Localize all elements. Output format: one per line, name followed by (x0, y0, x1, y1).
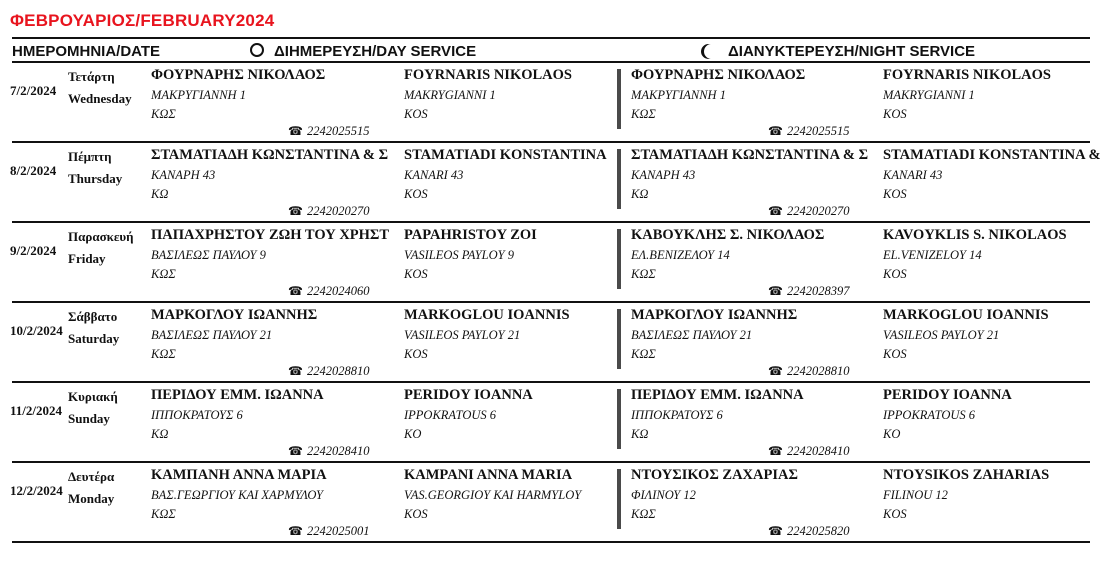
day-pharmacy-name-greek: ΠΕΡΙΔΟΥ ΕΜΜ. ΙΩΑΝΝΑ (151, 387, 324, 403)
column-divider (617, 389, 621, 449)
day-address-english: KANARI 43 (404, 168, 464, 182)
night-pharmacy-name-english: STAMATIADI KONSTANTINA & (883, 147, 1101, 163)
phone-icon: ☎ (288, 524, 303, 538)
table-row (0, 303, 1113, 383)
row-weekday-english: Sunday (68, 411, 110, 426)
crescent-moon-icon (704, 44, 719, 59)
table-row (0, 463, 1113, 543)
day-city-greek: ΚΩ (151, 427, 169, 441)
day-phone (288, 364, 369, 379)
phone-icon: ☎ (768, 124, 783, 138)
phone-icon: ☎ (768, 364, 783, 378)
night-address-english: MAKRYGIANNI 1 (883, 88, 975, 102)
night-city-english: KOS (883, 187, 907, 201)
night-address-greek: ΦΙΛΙΝΟΥ 12 (631, 488, 696, 502)
row-weekday-greek: Σάββατο (68, 309, 118, 324)
night-address-greek: ΒΑΣΙΛΕΩΣ ΠΑΥΛΟΥ 21 (631, 328, 753, 342)
day-address-greek: ΒΑΣΙΛΕΩΣ ΠΑΥΛΟΥ 9 (151, 248, 266, 262)
night-pharmacy-name-greek: ΚΑΒΟΥΚΛΗΣ Σ. ΝΙΚΟΛΑΟΣ (631, 227, 825, 243)
day-address-english: VASILEOS PAYLOY 9 (404, 248, 514, 262)
night-pharmacy-name-english: KAVOYKLIS S. NIKOLAOS (883, 227, 1067, 243)
day-address-english: VAS.GEORGIOY KAI HARMYLOY (404, 488, 582, 502)
day-address-greek: ΒΑΣ.ΓΕΩΡΓΙΟΥ ΚΑΙ ΧΑΡΜΥΛΟΥ (151, 488, 323, 502)
row-date: 12/2/2024 (10, 483, 63, 498)
day-pharmacy-name-english: KAMPANI ANNA MARIA (404, 467, 573, 483)
row-weekday-greek: Τετάρτη (68, 69, 115, 84)
day-pharmacy-name-english: PAPAHRISTOY ZOI (404, 227, 537, 243)
night-city-greek: ΚΩΣ (631, 267, 656, 281)
date-column-header: ΗΜΕΡΟΜΗΝΙΑ/DATE (12, 43, 161, 60)
column-divider (617, 309, 621, 369)
day-service-label: ΔΙΗΜΕΡΕΥΣΗ/DAY SERVICE (274, 43, 477, 60)
night-phone-number: 2242020270 (786, 204, 850, 218)
phone-icon: ☎ (768, 524, 783, 538)
row-weekday-greek: Δευτέρα (68, 469, 115, 484)
phone-icon: ☎ (288, 364, 303, 378)
day-pharmacy-name-greek: ΚΑΜΠΑΝΗ ΑΝΝΑ ΜΑΡΙΑ (151, 467, 327, 483)
row-date: 9/2/2024 (10, 243, 57, 258)
night-service-header (700, 43, 975, 60)
night-phone-number: 2242028397 (786, 284, 850, 298)
row-date: 10/2/2024 (10, 323, 63, 338)
day-address-english: IPPOKRATOUS 6 (404, 408, 497, 422)
night-phone-number: 2242025820 (786, 524, 850, 538)
day-city-english: KOS (404, 267, 428, 281)
header-top-rule (12, 37, 1090, 39)
night-city-english: KOS (883, 347, 907, 361)
day-city-greek: ΚΩΣ (151, 507, 176, 521)
phone-icon: ☎ (768, 444, 783, 458)
day-phone-number: 2242020270 (306, 204, 370, 218)
night-address-greek: ΚΑΝΑΡΗ 43 (631, 168, 696, 182)
row-weekday-english: Friday (68, 251, 106, 266)
row-weekday-greek: Παρασκευή (68, 229, 134, 244)
row-weekday-english: Saturday (68, 331, 120, 346)
day-phone (288, 524, 369, 539)
day-address-greek: ΒΑΣΙΛΕΩΣ ΠΑΥΛΟΥ 21 (151, 328, 273, 342)
night-city-english: KO (883, 427, 901, 441)
night-pharmacy-name-greek: ΦΟΥΡΝΑΡΗΣ ΝΙΚΟΛΑΟΣ (631, 67, 806, 83)
night-phone (768, 284, 849, 299)
column-divider (617, 229, 621, 289)
day-address-greek: ΜΑΚΡΥΓΙΑΝΝΗ 1 (151, 88, 246, 102)
night-address-greek: ΜΑΚΡΥΓΙΑΝΝΗ 1 (631, 88, 726, 102)
day-pharmacy-name-greek: ΣΤΑΜΑΤΙΑΔΗ ΚΩΝΣΤΑΝΤΙΝΑ & Σ (151, 147, 389, 163)
day-pharmacy-name-english: MARKOGLOU IOANNIS (404, 307, 570, 323)
day-address-english: VASILEOS PAYLOY 21 (404, 328, 521, 342)
day-phone (288, 284, 369, 299)
row-weekday-english: Monday (68, 491, 115, 506)
day-pharmacy-name-english: PERIDOY IOANNA (404, 387, 533, 403)
row-date: 8/2/2024 (10, 163, 57, 178)
night-pharmacy-name-english: PERIDOY IOANNA (883, 387, 1012, 403)
night-phone (768, 204, 849, 219)
table-row (0, 383, 1113, 463)
row-weekday-greek: Κυριακή (68, 389, 118, 404)
row-date: 7/2/2024 (10, 83, 57, 98)
row-weekday-english: Thursday (68, 171, 123, 186)
night-address-english: EL.VENIZELOY 14 (883, 248, 982, 262)
row-date: 11/2/2024 (10, 403, 63, 418)
night-pharmacy-name-greek: ΠΕΡΙΔΟΥ ΕΜΜ. ΙΩΑΝΝΑ (631, 387, 804, 403)
row-separator (12, 541, 1090, 543)
phone-icon: ☎ (768, 204, 783, 218)
night-city-greek: ΚΩΣ (631, 107, 656, 121)
night-city-english: KOS (883, 107, 907, 121)
day-city-english: KO (404, 427, 422, 441)
night-city-greek: ΚΩΣ (631, 507, 656, 521)
night-city-greek: ΚΩ (631, 187, 649, 201)
day-address-greek: ΙΠΠΟΚΡΑΤΟΥΣ 6 (151, 408, 243, 422)
day-city-greek: ΚΩΣ (151, 267, 176, 281)
night-pharmacy-name-english: FOYRNARIS NIKOLAOS (883, 67, 1051, 83)
phone-icon: ☎ (288, 444, 303, 458)
day-city-english: KOS (404, 187, 428, 201)
night-city-english: KOS (883, 507, 907, 521)
day-city-english: KOS (404, 507, 428, 521)
table-row (0, 63, 1113, 143)
day-phone-number: 2242025515 (306, 124, 370, 138)
day-phone (288, 124, 369, 139)
phone-icon: ☎ (288, 284, 303, 298)
column-divider (617, 469, 621, 529)
night-pharmacy-name-greek: ΣΤΑΜΑΤΙΑΔΗ ΚΩΝΣΤΑΝΤΙΝΑ & Σ (631, 147, 869, 163)
day-address-greek: ΚΑΝΑΡΗ 43 (151, 168, 216, 182)
night-phone-number: 2242028410 (786, 444, 850, 458)
day-pharmacy-name-greek: ΜΑΡΚΟΓΛΟΥ ΙΩΑΝΝΗΣ (151, 307, 318, 323)
table-row (0, 143, 1113, 223)
row-weekday-greek: Πέμπτη (68, 149, 112, 164)
night-city-english: KOS (883, 267, 907, 281)
night-phone-number: 2242028810 (786, 364, 850, 378)
night-city-greek: ΚΩΣ (631, 347, 656, 361)
night-phone (768, 364, 849, 379)
month-title: ΦΕΒΡΟΥΑΡΙΟΣ/FEBRUARY2024 (10, 11, 275, 30)
night-phone (768, 444, 849, 459)
night-phone (768, 524, 849, 539)
day-address-english: MAKRYGIANNI 1 (404, 88, 496, 102)
day-phone (288, 444, 369, 459)
day-city-greek: ΚΩ (151, 187, 169, 201)
phone-icon: ☎ (288, 124, 303, 138)
night-address-english: FILINOU 12 (883, 488, 948, 502)
table-row (0, 223, 1113, 303)
row-weekday-english: Wednesday (68, 91, 132, 106)
night-address-english: KANARI 43 (883, 168, 943, 182)
night-phone-number: 2242025515 (786, 124, 850, 138)
day-phone-number: 2242028410 (306, 444, 370, 458)
day-pharmacy-name-greek: ΠΑΠΑΧΡΗΣΤΟΥ ΖΩΗ ΤΟΥ ΧΡΗΣΤ (151, 227, 390, 243)
night-city-greek: ΚΩ (631, 427, 649, 441)
day-phone (288, 204, 369, 219)
phone-icon: ☎ (768, 284, 783, 298)
phone-icon: ☎ (288, 204, 303, 218)
day-city-english: KOS (404, 347, 428, 361)
day-city-english: KOS (404, 107, 428, 121)
night-pharmacy-name-greek: ΝΤΟΥΣΙΚΟΣ ΖΑΧΑΡΙΑΣ (631, 467, 798, 483)
sun-icon (250, 43, 264, 57)
day-phone-number: 2242025001 (306, 524, 370, 538)
day-service-header (250, 43, 476, 60)
night-service-label: ΔΙΑΝΥΚΤΕΡΕΥΣΗ/NIGHT SERVICE (728, 43, 976, 60)
column-divider (617, 69, 621, 129)
night-address-greek: ΕΛ.ΒΕΝΙΖΕΛΟΥ 14 (631, 248, 730, 262)
night-pharmacy-name-greek: ΜΑΡΚΟΓΛΟΥ ΙΩΑΝΝΗΣ (631, 307, 798, 323)
night-address-english: IPPOKRATOUS 6 (883, 408, 976, 422)
night-address-english: VASILEOS PAYLOY 21 (883, 328, 1000, 342)
day-city-greek: ΚΩΣ (151, 347, 176, 361)
day-phone-number: 2242024060 (306, 284, 370, 298)
night-phone (768, 124, 849, 139)
column-divider (617, 149, 621, 209)
night-address-greek: ΙΠΠΟΚΡΑΤΟΥΣ 6 (631, 408, 723, 422)
day-phone-number: 2242028810 (306, 364, 370, 378)
day-pharmacy-name-greek: ΦΟΥΡΝΑΡΗΣ ΝΙΚΟΛΑΟΣ (151, 67, 326, 83)
day-pharmacy-name-english: STAMATIADI KONSTANTINA (404, 147, 607, 163)
night-pharmacy-name-english: NTOYSIKOS ZAHARIAS (883, 467, 1050, 483)
night-pharmacy-name-english: MARKOGLOU IOANNIS (883, 307, 1049, 323)
day-pharmacy-name-english: FOYRNARIS NIKOLAOS (404, 67, 572, 83)
day-city-greek: ΚΩΣ (151, 107, 176, 121)
